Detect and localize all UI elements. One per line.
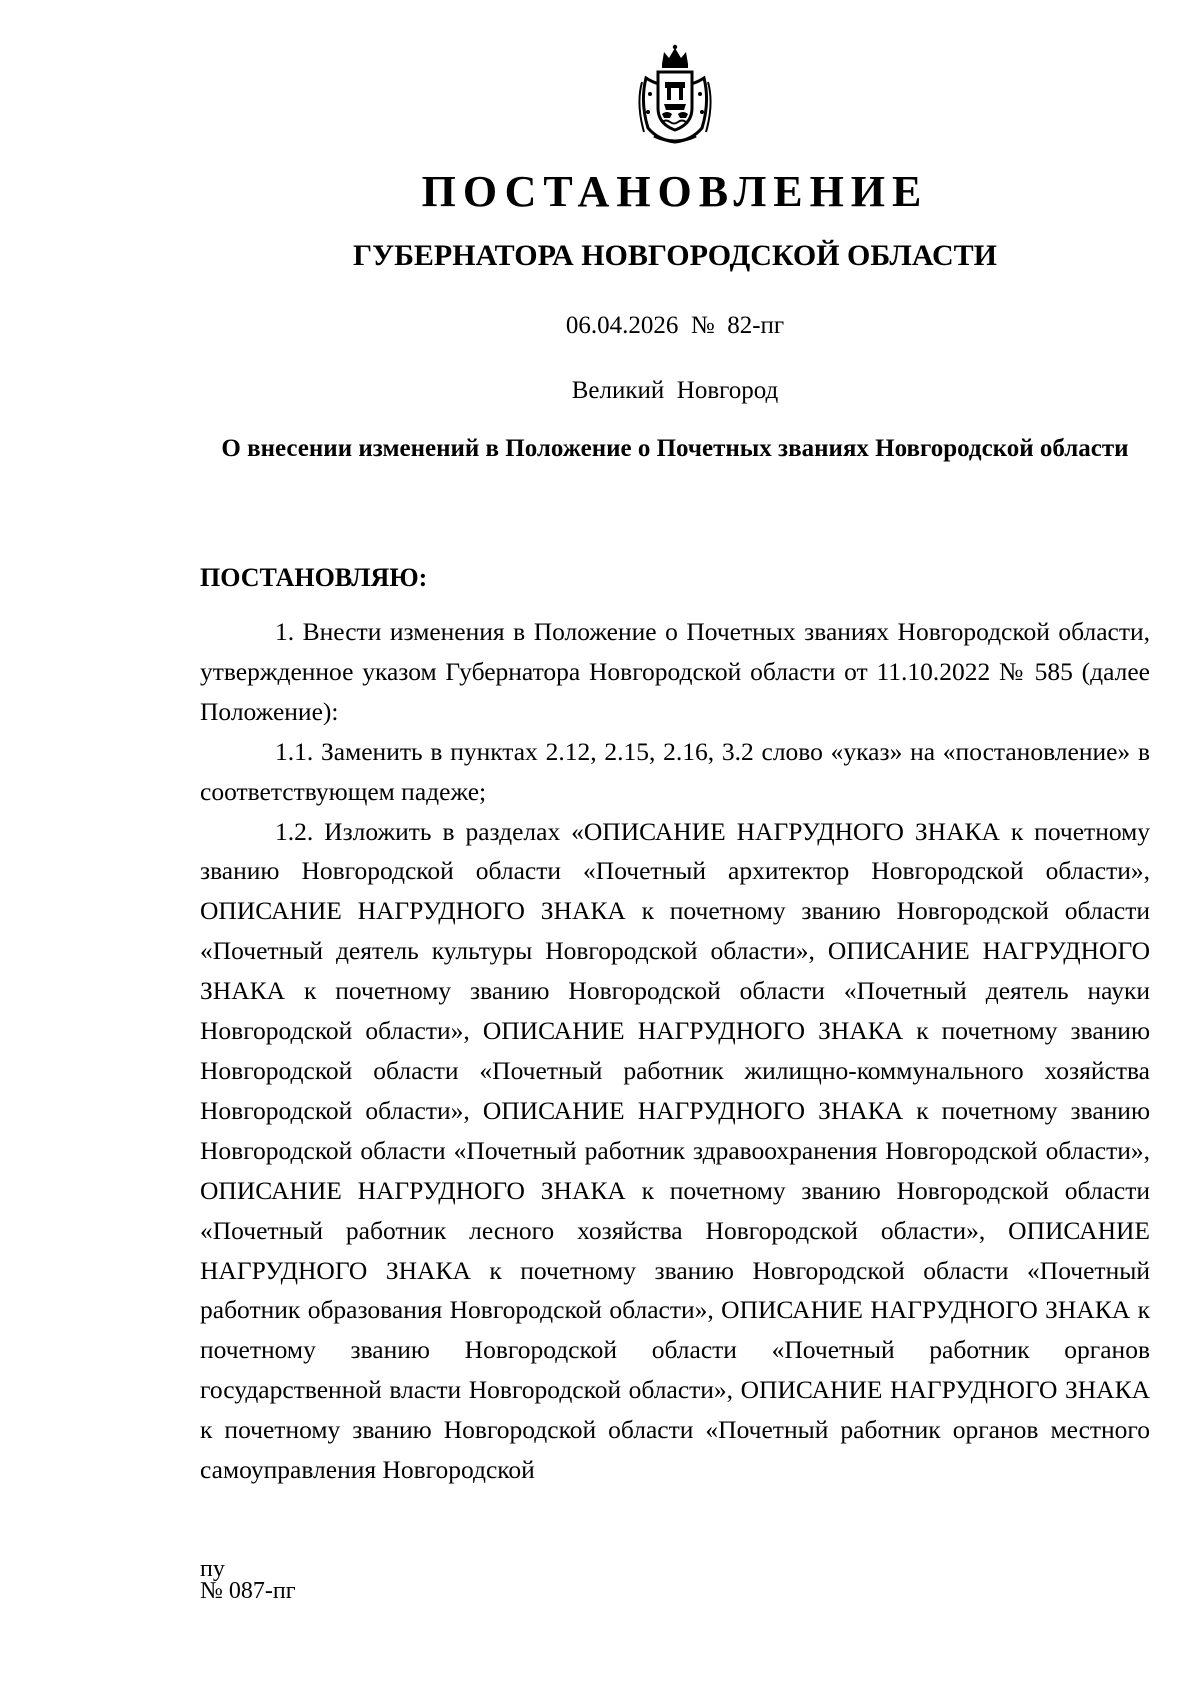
document-title: ПОСТАНОВЛЕНИЕ [421, 167, 929, 216]
footer-code: пу [200, 1556, 225, 1582]
document-body [200, 612, 1150, 1490]
paragraph: 1.1. Заменить в пунктах 2.12, 2.15, 2.16, 3.2 слово «указ» на «постановление» в соответствующем падеже; [200, 736, 1150, 806]
document-issuer: ГУБЕРНАТОРА НОВГОРОДСКОЙ ОБЛАСТИ [352, 239, 998, 272]
city-name: Великий Новгород [571, 377, 779, 404]
footer-note [200, 1558, 296, 1602]
paragraph: 1. Внести изменения в Положение о Почетных званиях Новгородской области, утвержденное указом Губернатора Новгородской области от 11.10.2022 № 585 (далее Положение): [200, 617, 1150, 726]
paragraph: 1.2. Изложить в разделах «ОПИСАНИЕ НАГРУДНОГО ЗНАКА к почетному званию Новгородской области «Почетный архитектор Новгородской области», ОПИСАНИЕ НАГРУДНОГО ЗНАКА к почетному званию Новгородской области «Почетный деятель культуры Новгородской области», ОПИСАНИЕ НАГРУДНОГО ЗНАКА к почетному званию Новгородской области «Почетный деятель науки Новгородской области», ОПИСАНИЕ НАГРУДНОГО ЗНАКА к почетному званию Новгородской области «Почетный работник жилищно-коммунального хозяйства Новгородской области», ОПИСАНИЕ НАГРУДНОГО ЗНАКА к почетному званию Новгородской области «Почетный работник здравоохранения Новгородской области», ОПИСАНИЕ НАГРУДНОГО ЗНАКА к почетному званию Новгородской области «Почетный работник лесного хозяйства Новгородской области», ОПИСАНИЕ НАГРУДНОГО ЗНАКА к почетному званию Новгородской области «Почетный работник образования Новгородской области», ОПИСАНИЕ НАГРУДНОГО ЗНАКА к почетному званию Новгородской области «Почетный работник органов государственной власти Новгородской области», ОПИСАНИЕ НАГРУДНОГО ЗНАКА к почетному званию Новгородской области «Почетный работник органов местного самоуправления Новгородской [200, 816, 1150, 1485]
document-heading: О внесении изменений в Положение о Почетных званиях Новгородской области [221, 435, 1129, 462]
date-and-number: 06.04.2026 № 82-пг [565, 312, 785, 339]
decree-word: ПОСТАНОВЛЯЮ: [200, 563, 428, 592]
coat-of-arms-icon [634, 42, 716, 148]
footer-number: № 087-пг [200, 1578, 296, 1604]
